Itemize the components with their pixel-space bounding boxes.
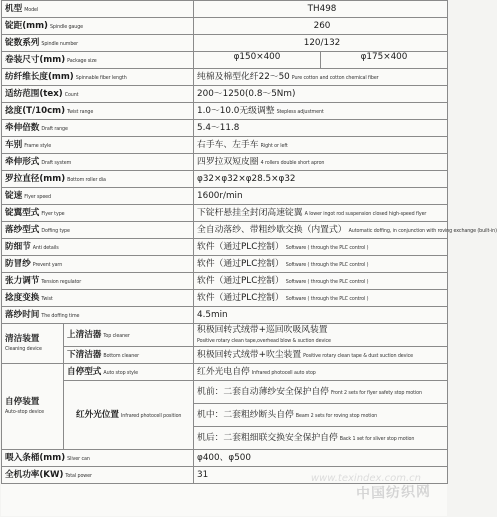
label-en: Cleaning device [5,346,42,352]
spec-label [2,18,194,35]
spec-value [194,256,448,273]
spec-value [194,69,448,86]
spec-label [2,450,194,467]
label-zh: 自停装置 [5,396,40,407]
spec-value [194,154,448,171]
label-en: Prevent yarn [32,262,63,268]
label-en: Top cleaner [103,333,130,339]
ir-position-label [64,381,194,450]
spec-row [2,188,448,205]
spec-value [194,450,448,467]
label-zh: 锭速 [5,190,23,201]
spec-value [194,307,448,324]
label-en: Infrared photocell position [120,413,182,419]
spec-label [2,137,194,154]
value-text: 260 [313,21,331,31]
value-text: 120/132 [303,38,341,48]
label-zh: 防细节 [5,241,31,252]
spec-row [2,35,448,52]
value-zh: 1600r/min [197,191,243,201]
ir-position-value [194,381,448,404]
label-zh: 喂入条桶(mm) [5,452,66,463]
spec-label [2,154,194,171]
spec-label [2,103,194,120]
value-en: Back 1 set for sliver stop motion [339,436,415,442]
label-en: Twist [41,296,53,302]
value-en: Stepless adjustment [276,109,324,115]
spec-value [194,205,448,222]
value-en: A lower ingot rod suspension closed high-speed flyer [304,211,427,217]
spec-row [2,120,448,137]
label-zh: 车别 [5,139,23,150]
value-zh: 机前：二套自动薄纱安全保护自停 [197,386,329,397]
spec-sheet [1,0,497,516]
spec-label [2,52,194,69]
label-en: Frame style [24,143,52,149]
spec-row [2,273,448,290]
spec-value [194,222,497,239]
value-zh: 积极回转式绒带+巡回吹吸风装置 [197,324,328,335]
spec-row [2,290,448,307]
label-en: Flyer type [41,211,65,217]
label-en: Model [24,7,39,13]
spec-row [2,52,448,69]
spec-label [2,239,194,256]
label-zh: 下清洁器 [67,349,102,360]
value-zh: 200～1250(0.8～5Nm) [197,89,296,99]
cleaner-label [64,324,194,347]
spec-row [2,307,448,324]
value-zh: φ400、φ500 [197,453,251,463]
label-en: Total power [65,473,92,479]
spec-value [194,1,448,18]
value-en: Front 2 sets for flyer safety stop motion [330,390,422,396]
value-zh: 下锭杆悬挂全封闭高速锭翼 [197,207,303,218]
cleaner-value [194,347,448,364]
spec-value [194,290,448,307]
value-zh: 全自动落纱、带粗纱歇交换（内置式） [197,224,347,235]
label-zh: 卷装尺寸(mm) [5,54,66,65]
cleaning-device-label [2,324,64,364]
label-en: Doffing type [41,228,70,234]
value-zh: 5.4～11.8 [197,123,240,133]
spec-row [2,69,448,86]
label-en: Draft system [41,160,72,166]
spec-row [2,154,448,171]
value-zh: 红外光电自停 [197,366,250,377]
ir-position-value [194,404,448,427]
value-en: Pure cotton and cotton chemical fiber [291,75,379,81]
value-zh: 机后：二套粗细联交换安全保护自停 [197,432,338,443]
spec-label [2,171,194,188]
value-zh: 31 [197,470,209,480]
spec-row [2,205,448,222]
spec-label [2,69,194,86]
spec-row [2,1,448,18]
value-en: 4 rollers double short apron [260,160,325,166]
value-zh: 四罗拉双短皮圈 [197,156,259,167]
auto-stop-style-label [64,364,194,381]
label-zh: 落纱型式 [5,224,40,235]
cleaning-row [2,347,448,364]
spec-label [2,86,194,103]
spec-value [194,120,448,137]
spec-row [2,239,448,256]
value-zh: φ32×φ32×φ28.5×φ32 [197,174,296,184]
value-en: Beam 2 sets for roving stop motion [295,413,378,419]
spec-value [194,52,448,69]
spec-row [2,18,448,35]
label-zh: 张力调节 [5,275,40,286]
cleaner-label [64,347,194,364]
spec-label [2,290,194,307]
label-zh: 捻度变换 [5,292,40,303]
value-zh: 右手车、左手车 [197,139,259,150]
value-text: φ150×400 [233,52,281,62]
spec-row [2,171,448,188]
value-en: Software ( through the PLC control ) [285,296,369,302]
value-en: Software ( through the PLC control ) [285,245,369,251]
spec-row [2,137,448,154]
cleaner-value [194,324,448,347]
label-en: Anti details [32,245,59,251]
cleaning-row [2,324,448,347]
auto-stop-device-label [2,364,64,450]
spec-label [2,256,194,273]
spec-value [194,239,448,256]
label-en: Package size [67,58,97,64]
ir-position-row [2,381,448,404]
value-zh: 1.0～10.0无级调整 [197,105,275,116]
label-en: Auto stop style [103,370,138,376]
spec-label [2,120,194,137]
auto-stop-row [2,364,448,381]
spec-label [2,1,194,18]
spec-label [2,273,194,290]
value-zh: 软件（通过PLC控制） [197,241,284,252]
label-en: Spindle number [41,41,79,47]
label-en: Tension regulator [41,279,82,285]
value-zh: 纯棉及棉型化纤22～50 [197,71,290,82]
label-zh: 落纱时间 [5,309,40,320]
spec-row [2,450,448,467]
spec-value [194,273,448,290]
spec-row [2,256,448,273]
spec-label [2,222,194,239]
label-zh: 锭翼型式 [5,207,40,218]
spec-table [1,0,497,484]
value-text: TH498 [307,4,337,14]
label-zh: 罗拉直径(mm) [5,173,66,184]
spec-label [2,467,194,484]
label-zh: 牵伸形式 [5,156,40,167]
spec-value [194,188,448,205]
label-en: Bottom roller dia [67,177,106,183]
label-en: The doffing time [41,313,80,319]
spec-value [194,86,448,103]
label-en: Count [64,92,79,98]
value-zh: 软件（通过PLC控制） [197,258,284,269]
spec-row [2,103,448,120]
label-en: Flyer speed [24,194,51,200]
value-text: φ175×400 [360,52,408,62]
spec-value [194,137,448,154]
label-zh: 上清洁器 [67,329,102,340]
spec-label [2,35,194,52]
value-zh: 4.5min [197,310,228,320]
label-en: Sliver can [67,456,90,462]
value-zh: 软件（通过PLC控制） [197,292,284,303]
label-en: Draft range [41,126,68,132]
value-en: Positive rotary clean tape & dust suction device [303,353,413,359]
label-zh: 适纺范围(tex) [5,88,63,99]
spec-label [2,307,194,324]
label-zh: 捻度(T/10cm) [5,105,66,116]
label-zh: 自停型式 [67,366,102,377]
label-zh: 纺纤维长度(mm) [5,71,74,82]
label-zh: 红外光位置 [76,409,119,420]
spec-value [194,171,448,188]
spec-label [2,188,194,205]
label-zh: 牵伸倍数 [5,122,40,133]
value-zh: 积极回转式绒带+吹尘装置 [197,349,302,360]
label-zh: 锭数系列 [5,37,40,48]
value-en: Right or left [260,143,288,149]
spec-row [2,222,448,239]
value-en: Software ( through the PLC control ) [285,279,369,285]
spec-value [194,18,448,35]
value-en: Infrared photocell auto stop [251,370,316,376]
value-en: Software ( through the PLC control ) [285,262,369,268]
label-zh: 清洁装置 [5,333,40,344]
spec-value [194,35,448,52]
label-en: Spindle gauge [49,24,83,30]
spec-label [2,205,194,222]
value-zh: 机中：二套粗纱断头自停 [197,409,294,420]
label-zh: 全机功率(KW) [5,469,64,480]
label-zh: 锭距(mm) [5,20,48,31]
label-en: Twist range [67,109,94,115]
value-part [321,52,447,68]
label-en: Spinnable fiber length [75,75,127,81]
auto-stop-style-value [194,364,448,381]
value-en: Positive rotary clean tape,overhead blow & suction device [197,338,331,344]
label-zh: 机型 [5,3,23,14]
ir-position-value [194,427,448,450]
value-en: Automatic doffing, in conjunction with roving exchange (built-in) [348,228,497,234]
watermark: 中国纺织网 [355,483,432,503]
label-en: Auto-stop device [5,409,44,415]
watermark-url: www.texindex.com.cn [310,473,421,484]
value-zh: 软件（通过PLC控制） [197,275,284,286]
spec-row [2,86,448,103]
label-zh: 防冒纱 [5,258,31,269]
spec-value [194,103,448,120]
value-part [194,52,321,68]
label-en: Bottom cleaner [103,353,139,359]
